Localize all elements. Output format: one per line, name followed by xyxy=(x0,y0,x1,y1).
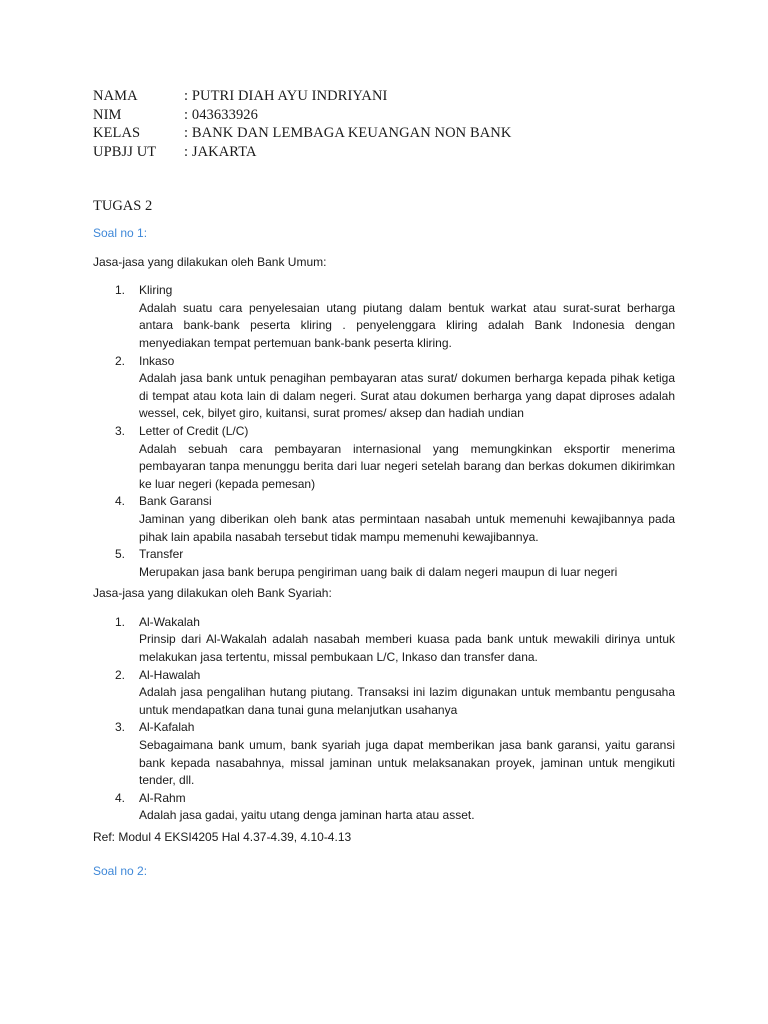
info-row-nim xyxy=(93,106,511,125)
info-label: NIM xyxy=(93,106,122,123)
item-title: Transfer xyxy=(139,547,184,562)
info-value: : BANK DAN LEMBAGA KEUANGAN NON BANK xyxy=(184,125,512,141)
info-label: NAMA xyxy=(93,88,138,104)
item-title: Al-Rahm xyxy=(139,790,186,805)
list-number: 2. xyxy=(115,667,126,682)
item-description: Prinsip dari Al-Wakalah adalah nasabah memberi kuasa pada bank untuk mewakili dirinya untuk melakukan jasa tertentu, missal pembukaan L/C, Inkaso dan transfer dana. xyxy=(139,632,675,665)
info-label: UPBJJ UT xyxy=(93,143,157,160)
bank-syariah-services-list xyxy=(93,614,675,825)
list-number: 1. xyxy=(115,614,126,629)
item-description: Adalah jasa pengalihan hutang piutang. Transaksi ini lazim digunakan untuk membantu pengusaha untuk mendapatkan dana tunai guna melanjutkan usahanya xyxy=(139,685,675,717)
info-row-kelas xyxy=(93,124,511,143)
item-title: Al-Kafalah xyxy=(139,720,195,735)
item-description: Adalah jasa bank untuk penagihan pembayaran atas surat/ dokumen berharga kepada pihak ketiga di tempat atau kota lain di dalam negeri. Surat atau dokumen berharga yang dapat diproses adalah wessel, cek, bilyet giro, kuitansi, surat promes/ aksep dan hadiah undian xyxy=(139,371,675,421)
question-heading-2: Soal no 2: xyxy=(93,864,148,878)
info-row-nama xyxy=(93,87,511,106)
info-label: KELAS xyxy=(93,125,141,141)
item-description: Adalah suatu cara penyelesaian utang piutang dalam bentuk warkat atau surat-surat berharga antara bank-bank peserta kliring . penyelenggara kliring adalah Bank Indonesia dengan menyediakan tempat pertemuan bank-bank peserta kliring. xyxy=(139,300,675,350)
item-description: Adalah sebuah cara pembayaran internasional yang memungkinkan eksportir menerima pembayaran tanpa menunggu berita dari luar negeri setelah barang dan berkas dokumen dikirimkan ke luar negeri (kepada pemesan) xyxy=(139,441,675,491)
list-item xyxy=(93,614,675,667)
info-value: : PUTRI DIAH AYU INDRIYANI xyxy=(184,88,388,104)
item-title: Al-Wakalah xyxy=(139,614,200,629)
list-number: 1. xyxy=(115,283,126,298)
section-intro-bank-syariah: Jasa-jasa yang dilakukan oleh Bank Syariah: xyxy=(93,586,332,601)
reference-line: Ref: Modul 4 EKSI4205 Hal 4.37-4.39, 4.10-4.13 xyxy=(93,830,352,844)
item-title: Al-Hawalah xyxy=(139,667,201,682)
list-number: 4. xyxy=(115,494,126,509)
list-item xyxy=(93,282,675,352)
item-description: Adalah jasa gadai, yaitu utang denga jaminan harta atau asset. xyxy=(139,808,475,823)
list-number: 4. xyxy=(115,790,126,805)
list-item xyxy=(93,546,675,581)
item-title: Kliring xyxy=(139,283,173,298)
list-item xyxy=(93,493,675,546)
list-number: 5. xyxy=(115,547,126,562)
list-item xyxy=(93,667,675,720)
list-number: 2. xyxy=(115,353,126,368)
list-item xyxy=(93,790,675,825)
student-info xyxy=(93,87,511,161)
bank-umum-services-list xyxy=(93,282,675,581)
info-value: : 043633926 xyxy=(184,106,259,123)
item-title: Bank Garansi xyxy=(139,494,212,509)
info-value: : JAKARTA xyxy=(184,143,257,160)
section-intro-bank-umum: Jasa-jasa yang dilakukan oleh Bank Umum: xyxy=(93,254,327,269)
item-description: Jaminan yang diberikan oleh bank atas permintaan nasabah untuk memenuhi kewajibannya pada pihak lain apabila nasabah tersebut tidak mampu memenuhi kewajibannya. xyxy=(139,511,675,544)
item-description: Sebagaimana bank umum, bank syariah juga dapat memberikan jasa bank garansi, yaitu garansi bank kepada nasabahnya, missal jaminan untuk melaksanakan proyek, jaminan untuk mengikuti tender, dll. xyxy=(139,738,675,788)
assignment-title: TUGAS 2 xyxy=(93,198,153,214)
list-item xyxy=(93,719,675,789)
list-item xyxy=(93,353,675,423)
answer-body xyxy=(93,225,675,847)
question-heading: Soal no 1: xyxy=(93,226,148,240)
info-row-upbjj xyxy=(93,143,511,162)
list-number: 3. xyxy=(115,720,126,735)
list-item xyxy=(93,423,675,493)
item-title: Inkaso xyxy=(139,353,175,368)
list-number: 3. xyxy=(115,423,126,438)
item-description: Merupakan jasa bank berupa pengiriman uang baik di dalam negeri maupun di luar negeri xyxy=(139,564,618,579)
item-title: Letter of Credit (L/C) xyxy=(139,423,249,438)
